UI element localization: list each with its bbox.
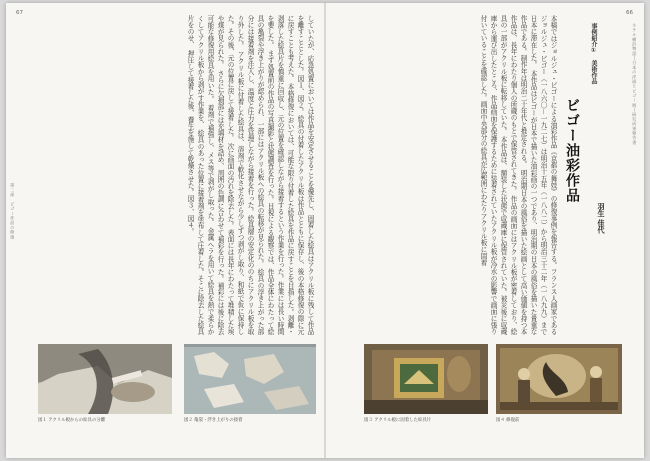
left-paragraph: 本格修復においては、可能な限り付着した絵具を作品に戻すことを目指した。剥離・剥落した絵具片を慎重に回収し、元の位置を確認しながら接着するという作業を行った。作業には長い時間を要した。 xyxy=(266,15,294,335)
left-paragraph: 着剤で補強し、メス等で剥がし取った。 xyxy=(206,104,214,226)
article-title xyxy=(562,98,582,228)
figure-2-image xyxy=(184,344,316,414)
right-paragraph: 本稿ではジョルジュ・ビゴーによる油彩作品《京都の舞妓》の修復事例を報告する。フランス人画家であるジョルジュ・ビゴー（一八六〇－一九二七）は明治十五年（一八八二）から明治三十二年（一八九九）まで日本に滞在した。 xyxy=(529,15,557,335)
left-running-head: 第二部 ビゴー作品の修復 xyxy=(10,183,16,240)
right-page-number: 66 xyxy=(626,10,633,16)
left-paragraph: 金属ヘラを用いて絵具を熱で柔らかくしてアクリル板から剥がす作業を、 xyxy=(196,15,214,335)
book-spread xyxy=(6,3,644,458)
figure-2-caption: 図２ 亀裂・浮き上がりの接着 xyxy=(184,418,243,423)
right-body-text xyxy=(336,15,558,335)
left-paragraph: 絵具のあった位置に接着剤を塗布して圧着した。そこに除去した絵具片をのせ、 xyxy=(186,15,204,335)
left-paragraph: していたが、応急処置においては作品を安定させることを優先し、固着した絵具はアクリル板に残して作品を離すこととした。図１、図２。絵具の付着したアクリル板は作品とともに保存し、後の本格修復の際に元に戻すことも考えた。 xyxy=(286,15,314,335)
page-gutter xyxy=(324,3,326,458)
figure-3-caption: 図３ アクリル板に固着した絵具片 xyxy=(364,418,432,423)
figure-4-image xyxy=(496,344,622,414)
figure-1-caption: 図１ アクリル板からの絵具の分離 xyxy=(38,418,106,423)
left-body-text xyxy=(30,15,315,335)
left-paragraph: まず処置前の作品の写真撮影と状態調査を行った。目視による観察では、作品全体にわたって絵具の亀裂や浮き上がりが認められ、一部にはアクリル板への絵具の転移が見られた。 xyxy=(256,15,274,335)
figure-4-caption: 図４ 修復前 xyxy=(496,418,520,423)
left-page-number: 67 xyxy=(16,10,23,16)
left-paragraph: アクリル板に付着した絵具は、溶剤で軟化させながら少しずつ剥がし取り、和紙で仮に保持した。その後、元の位置に戻して接着した。 xyxy=(226,15,244,335)
left-paragraph: さらに欠損部には充填材を詰め、周囲の色調に合わせて補彩を行った。補彩には後に除去可能な修復用絵具を用いた。 xyxy=(206,15,224,335)
article-author: 羽生 佳代 xyxy=(597,203,605,234)
left-paragraph: 押圧して接着した後、養生を施して乾燥させた。図３、図４。 xyxy=(186,50,194,235)
right-running-head: ホテル横浜物語―日本の洋画とビゴー展―研究成果報告書 xyxy=(632,23,638,145)
article-title-text: ビゴー油彩作品 xyxy=(564,98,580,203)
left-paragraph: 次に画面の汚れを除去した。表面には長年にわたって堆積した埃や煤が見られた。 xyxy=(216,15,234,335)
right-paragraph: 本作品は、額装した状態で収蔵庫に保管されていた。被災後に収蔵庫から運び出したところ、作品画面を保護するために装着されていたアクリル板が冷水の影響で画面に張り付いていることを確認した。画面中央部分の絵具が広範囲にわたりアクリル板に固着 xyxy=(479,15,507,335)
figure-3-image xyxy=(364,344,488,414)
figure-1-image xyxy=(38,344,172,414)
article-kicker: 事例紹介① 美術作品 xyxy=(590,23,597,84)
right-paragraph: 明治期日本の風俗を描いた絵画として高い価値を持つ本作品は、長年にわたり個人の所蔵のもとで保管されてきた。 xyxy=(509,15,527,335)
right-paragraph: 本作品はビゴーが日本で描いた油彩画の一つであり、明治期の日本の風俗を描いた貴重な作品である。制作年は明治二十年代と推定される。 xyxy=(519,15,537,335)
right-paragraph: 作品の画面にはアクリル板が密着しており、絵具の一部がアクリル板に転移していた。 xyxy=(499,15,517,335)
left-paragraph: 絵具の浮き上がった部分には接着剤を注入し、温度と圧力を管理しながら接着を行った。絵具層の安定化ののちにアクリル板を取り外した。 xyxy=(236,15,264,335)
article-title-block xyxy=(584,23,603,163)
